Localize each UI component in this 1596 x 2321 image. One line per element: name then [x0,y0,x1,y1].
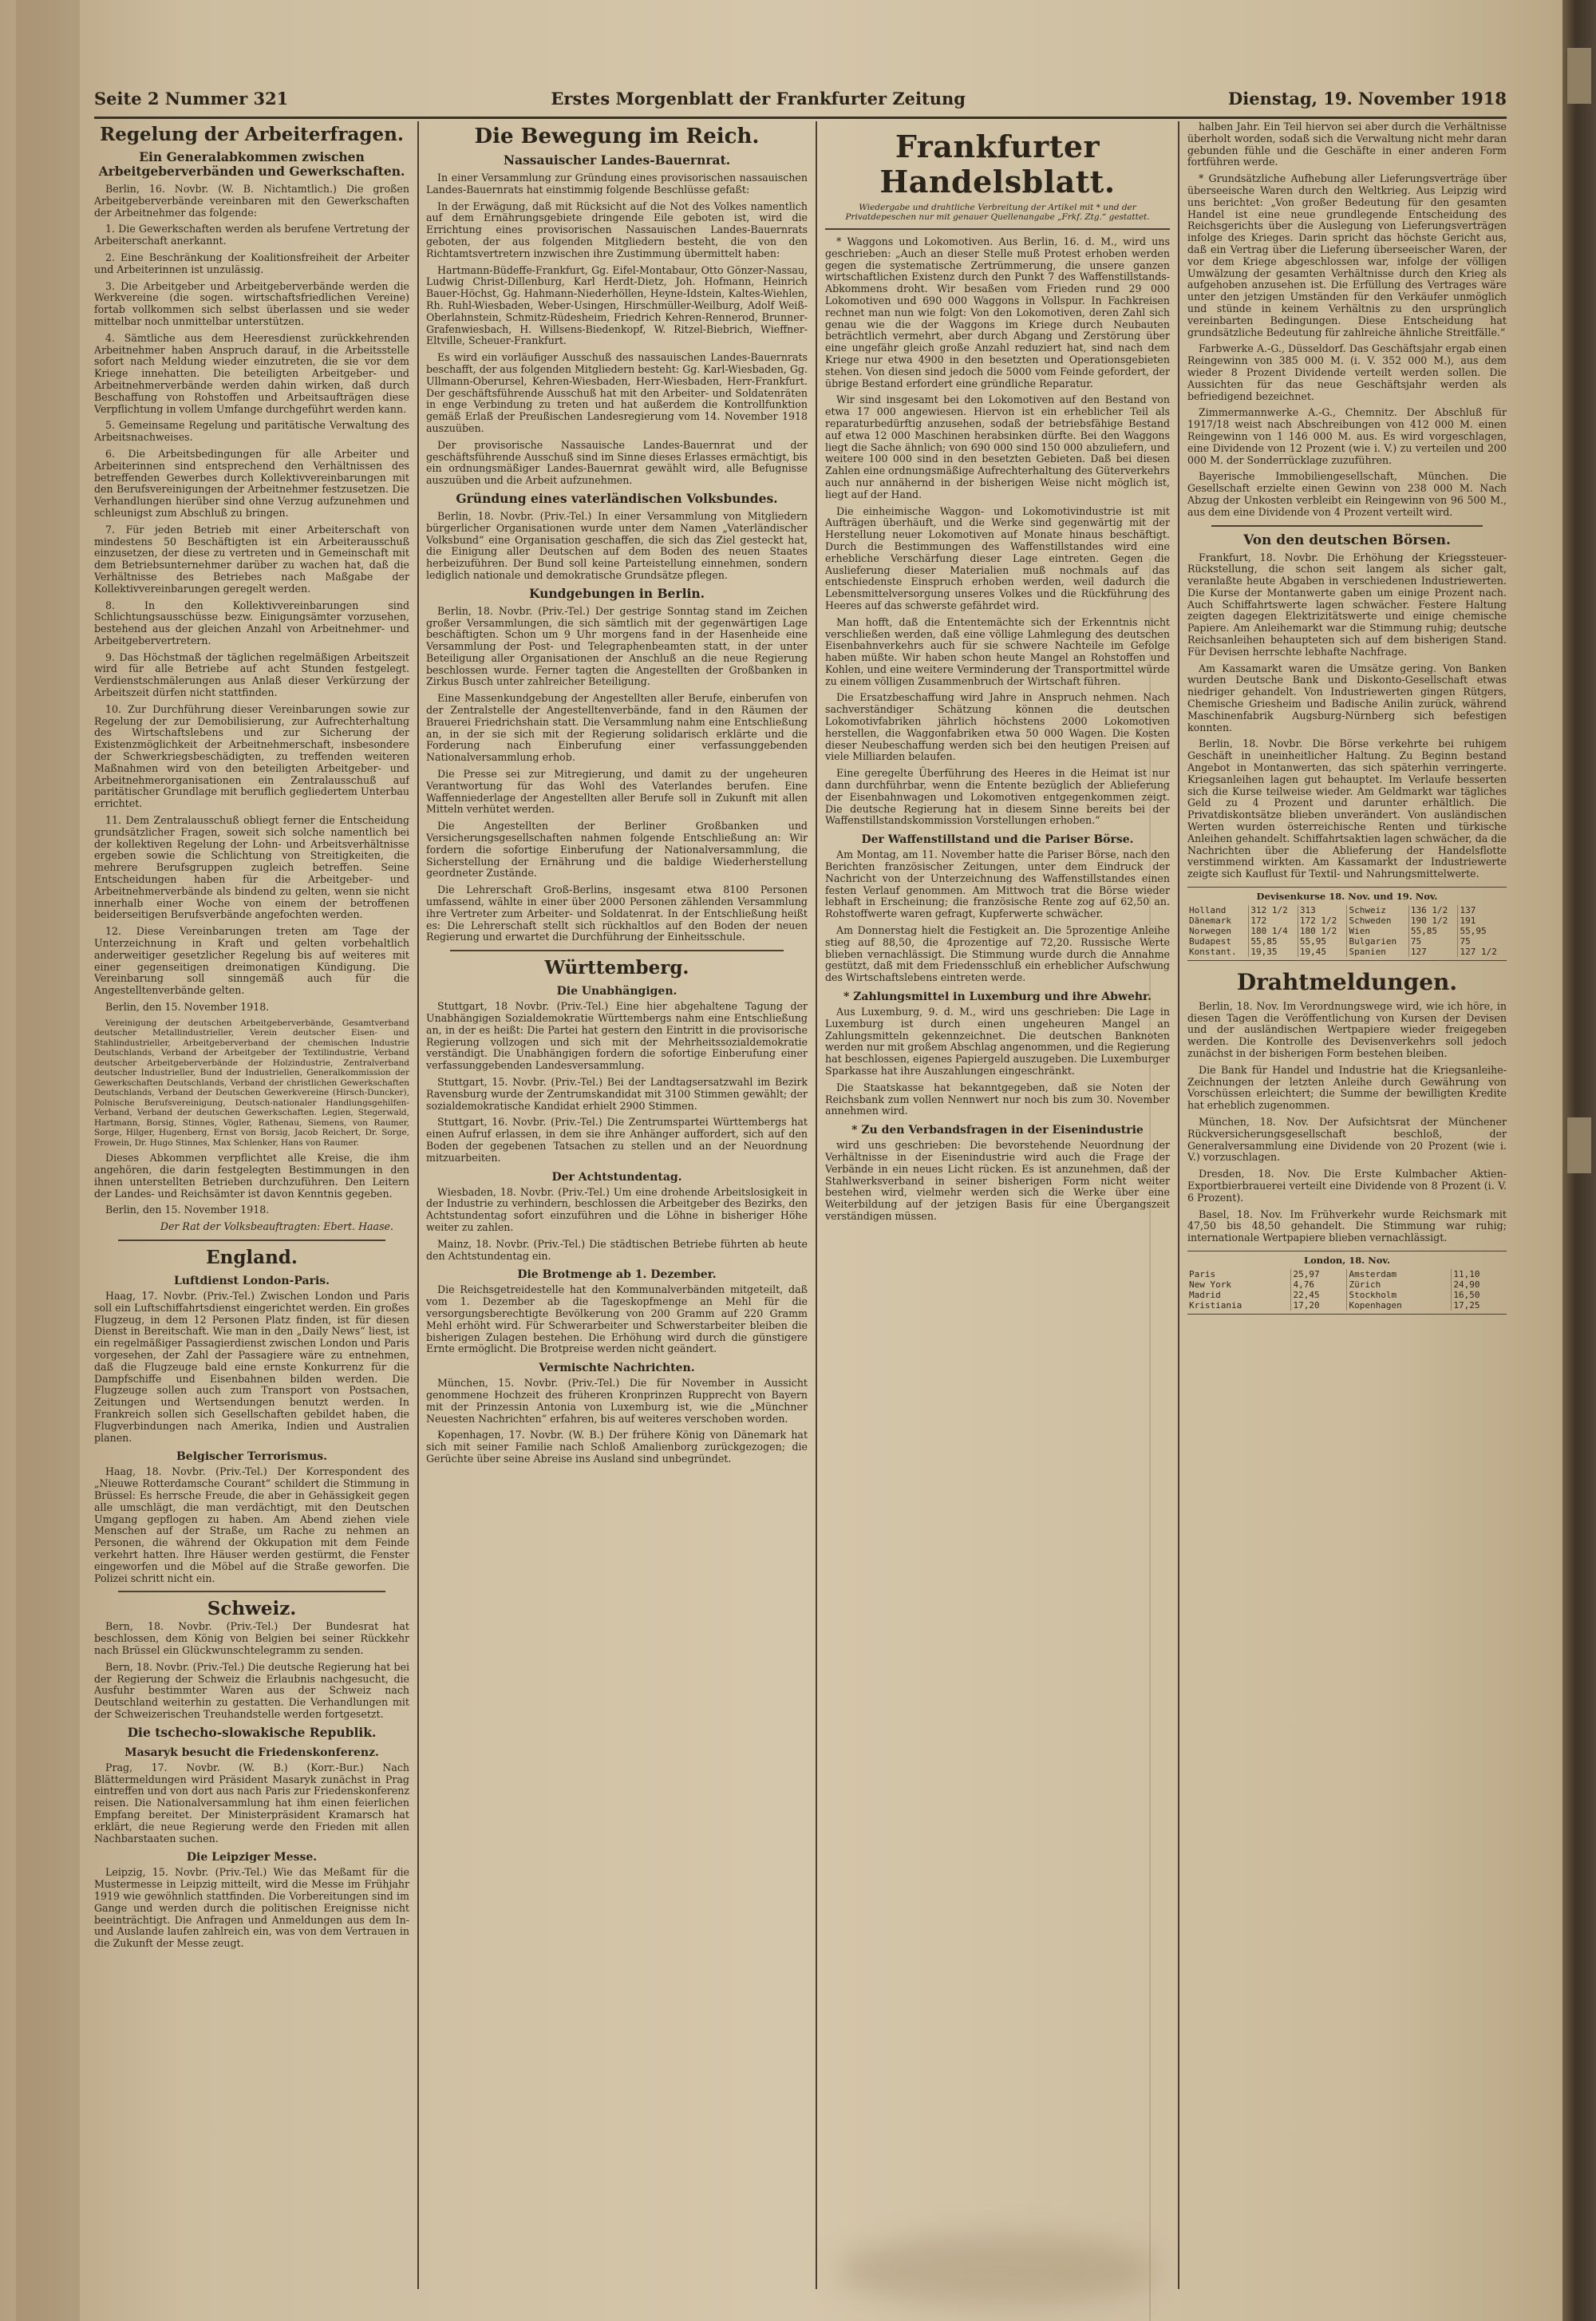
paper-fold [1149,559,1151,2321]
lux-paras [825,1006,1170,1117]
table-cell: 17,20 [1291,1300,1347,1311]
table-cell: Stockholm [1347,1290,1452,1300]
table-cell: Paris [1187,1269,1291,1279]
table-cell: 19,35 [1249,947,1298,957]
article-paragraph: Berlin, 18. Novbr. (Priv.-Tel.) Der gestrige Sonntag stand im Zeichen großer Versammlungen, die sich sämtlich mit der gegenwärtigen Lage beschäftigten. Schon um 9 Uhr morgens fand in der Hasenheide eine Versammlung der Post- und Telegraphenbeamten statt, in der unter Beteiligung aller Organisationen der Anschluß an die neue Regierung beschlossen wurde. Ferner tagten die Angestellten der Großbanken in Zirkus Busch unter zahlreicher Beteiligung. [426,604,808,688]
paper-stain [838,2235,1157,2307]
article-paragraph: Haag, 18. Novbr. (Priv.-Tel.) Der Korrespondent des „Nieuwe Rotterdamsche Courant“ schildert die Stimmung in Brüssel: Es herrsche Freude, die aber in Gehässigkeit gegen alle umschlägt, die man verdächtigt, mit den Deutschen Umgang gepflogen zu haben. Am Abend ziehen viele Menschen auf der Straße, um Rache zu nehmen an Personen, die während der Okkupation mit dem Feinde verkehrt hatten. Ihre Häuser werden gestürmt, die Fenster eingeworfen und die Möbel auf die Straße geworfen. Die Polizei schritt nicht ein. [94,1465,409,1584]
table-cell: 19,45 [1298,947,1347,957]
article-paragraph: Die Ersatzbeschaffung wird Jahre in Anspruch nehmen. Nach sachverständiger Schätzung können die deutschen Lokomotivfabriken jährlich höchstens 2000 Lokomotiven herstellen, die Waggonfabriken etwa 50 000 Wagen. Die Kosten dieser Neubeschaffung werden sich bei den heutigen Preisen auf viele Milliarden belaufen. [825,691,1170,763]
article-paragraph: Hartmann-Büdeffe-Frankfurt, Gg. Eifel-Montabaur, Otto Gönzer-Nassau, Ludwig Christ-Dillenburg, Karl Herdt-Dietz, Joh. Hofmann, Heinrich Bauer-Höchst, Gg. Hahmann-Niederhöllen, Heyne-Idstein, Kaltes-Wiehlen, Rh. Ruhl-Wiesbaden, Weber-Usingen, Hirschmüller-Weilburg, Adolf Weiß-Oberlahnstein, Schmitz-Rüdesheim, Friedrich Kehren-Rennerod, Brunner-Grafenwiesbach, H. Willsens-Biedenkopf, W. Ritzel-Biebrich, Wieffner-Eltville, Scheuer-Frankfurt. [426,263,808,347]
article-paragraph: 8. In den Kollektivvereinbarungen sind Schlichtungsausschüsse bezw. Einigungsämter vorzusehen, bestehend aus der gleichen Anzahl von Arbeitnehmer- und Arbeitgebervertretern. [94,599,409,646]
table-cell: 313 [1298,905,1347,915]
table-cell: 4,76 [1291,1279,1347,1290]
table-cell: Bulgarien [1347,936,1408,947]
table-cell: 22,45 [1291,1290,1347,1300]
schweiz-paras [94,1621,409,1720]
lux-subtitle: * Zahlungsmittel in Luxemburg und ihre Abwehr. [843,990,1152,1004]
binding-tab [1567,48,1591,104]
boerse-paras [825,849,1170,984]
article-paragraph: Die Presse sei zur Mitregierung, und damit zu der ungeheuren Verantwortung für das Wohl des Vaterlandes berufen. Eine Waffenniederlage der Angestellten aller Berufe soll in Zukunft mit allen Mitteln verhütet werden. [426,768,808,816]
table-cell: Budapest [1187,936,1249,947]
table-cell: 180 1/4 [1249,926,1298,936]
page-header [94,85,1507,112]
article-paragraph: Der provisorische Nassauische Landes-Bauernrat und der geschäftsführende Ausschuß sind im Sinne dieses Erlasses ermächtigt, bis ein ordnungsmäßiger Landes-Bauernrat gewählt wird, alle Befugnisse auszuüben und die Arbeit aufzunehmen. [426,438,808,487]
divider [1211,525,1483,527]
article-paragraph: Haag, 17. Novbr. (Priv.-Tel.) Zwischen London und Paris soll ein Luftschiffahrtsdienst eingerichtet werden. Ein großes Flugzeug, in dem 12 Personen Platz finden, ist für diesen Dienst in Bereitschaft. Wie man in den „Daily News“ liest, ist ein regelmäßiger Passagierdienst zwischen London und Paris vorgesehen, der Zahl der Passagiere wäre zu entnehmen, daß die Flugzeuge bald eine ernste Konkurrenz für die Dampfschiffe und Eisenbahnen bilden werden. Die Flugzeuge sollen auch zum Transport von Postsachen, Zeitungen und Wertsendungen benutzt werden. In Frankreich sollen sich Gesellschaften gebildet haben, die Flugverbindungen nach Amerika, Indien und Australien planen. [94,1290,409,1444]
table-row [1187,915,1507,926]
col2-sub3: Kundgebungen in Berlin. [528,585,705,601]
article-paragraph: Die Lehrerschaft Groß-Berlins, insgesamt etwa 8100 Personen umfassend, wählte in einer über 2000 Personen zählenden Versammlung ihre Vertreter zum Arbeiter- und Soldatenrat. In der Entschließung heißt es: Die Lehrerschaft stellt sich rückhaltlos auf den Boden der neuen Regierung und erwartet die Durchführung der Einheitsschule. [426,884,808,943]
article-paragraph: Aus Luxemburg, 9. d. M., wird uns geschrieben: Die Lage in Luxemburg ist durch einen ungeheuren Mangel an Zahlungsmitteln gekennzeichnet. Die deutschen Banknoten werden nur mit großem Abschlag angenommen, und die Regierung hat beschlossen, eigenes Papiergeld auszugeben. Die Luxemburger Sparkasse hat ihre Auszahlungen eingeschränkt. [825,1006,1170,1077]
table-cell: 55,95 [1298,936,1347,947]
drahtmeldungen-title: Drahtmeldungen. [1236,968,1458,995]
binding-edge [1562,0,1596,2321]
article-paragraph: In einer Versammlung zur Gründung eines provisorischen nassauischen Landes-Bauernrats hat einstimmig folgende Beschlüsse gefaßt: [426,172,808,196]
article-paragraph: Berlin, 18. Nov. Im Verordnungswege wird, wie ich höre, in diesen Tagen die Veröffentlichung von Kursen der Devisen und der ausländischen Wertpapiere wieder freigegeben werden. Die Kontrolle des Devisenverkehrs soll jedoch zunächst in der bisherigen Form bestehen bleiben. [1187,999,1507,1059]
table-cell: 11,10 [1453,1268,1480,1279]
article-paragraph: Die Reichsgetreidestelle hat den Kommunalverbänden mitgeteilt, daß vom 1. Dezember ab die Tageskopfmenge an Mehl für die versorgungsberechtigte Bevölkerung von 200 Gramm auf 220 Gramm Mehl erhöht wird. Für Schwerarbeiter und Schwerstarbeiter bleiben die bisherigen Zulagen bestehen. Die Erhöhung wird durch die günstigere Ernte ermöglicht. Die Brotpreise werden nicht geändert. [426,1283,808,1355]
article-paragraph: Dresden, 18. Nov. Die Erste Kulmbacher Aktien-Exportbierbrauerei verteilt eine Dividende von 8 Prozent (i. V. 6 Prozent). [1187,1168,1507,1204]
divider [450,950,784,951]
col1-signature: Der Rat der Volksbeauftragten: Ebert. Haase. [160,1220,393,1233]
header-page-number: Seite 2 Nummer 321 [94,88,289,109]
table-cell: 16,50 [1453,1289,1480,1300]
eisen-subtitle: * Zu den Verbandsfragen in der Eisenindustrie [851,1124,1144,1137]
england-paras [94,1291,409,1444]
table-cell: 24,90 [1453,1279,1480,1290]
table-cell: 180 1/2 [1298,926,1347,936]
acht-title: Der Achtstundentag. [551,1170,682,1184]
column-rule [816,121,817,2289]
table-cell: 25,97 [1291,1269,1347,1279]
col2-sub2: Gründung eines vaterländischen Volksbundes. [456,490,778,506]
tschecho-paras [94,1762,409,1845]
article-paragraph: Stuttgart, 15. Novbr. (Priv.-Tel.) Bei der Landtagsersatzwahl im Bezirk Ravensburg wurde der Zentrumskandidat mit 3100 Stimmen gewählt; der sozialdemokratische Kandidat erhielt 2900 Stimmen. [426,1076,808,1112]
acht-paras [426,1187,808,1263]
article-paragraph: Berlin, den 15. November 1918. [105,1204,270,1216]
article-paragraph: 2. Eine Beschränkung der Koalitionsfreiheit der Arbeiter und Arbeiterinnen ist unzulässig. [94,251,409,275]
table-cell: Amsterdam [1347,1269,1452,1279]
table-cell: 55,95 [1460,925,1487,936]
table-cell: 75 [1408,936,1458,947]
table-cell: New York [1187,1279,1291,1290]
handelsblatt-note: Wiedergabe und drahtliche Verbreitung der Artikel mit * und der Privatdepeschen nur mit genauer Quellenangabe „Frkf. Ztg.“ gestattet. [845,203,1150,222]
article-paragraph: Farbwerke A.-G., Düsseldorf. Das Geschäftsjahr ergab einen Reingewinn von 385 000 M. (i. V. 352 000 M.), aus dem wieder 8 Prozent Dividende verteilt werden sollen. Die Aussichten für das neue Geschäftsjahr werden als befriedigend bezeichnet. [1187,342,1507,402]
wurttemberg-title: Württemberg. [544,957,689,979]
london-table-box [1187,1251,1507,1315]
table-cell: 136 1/2 [1408,905,1458,915]
divider [825,228,1170,230]
article-paragraph: Es wird ein vorläufiger Ausschuß des nassauischen Landes-Bauernrats beschafft, der aus folgenden Mitgliedern besteht: Gg. Karl-Wiesbaden, Gg. Ullmann-Oberursel, Kehren-Wiesbaden, Herr-Wiesbaden, Herr-Frankfurt. Der geschäftsführende Ausschuß hat mit den Arbeiter- und Soldatenräten in enge Verbindung zu treten und hat außerdem die Kontrollfunktion gemäß Erlaß der Preußischen Landesregierung vom 14. November 1918 auszuüben. [426,351,808,434]
header-rule [94,117,1507,119]
article-paragraph: 6. Die Arbeitsbedingungen für alle Arbeiter und Arbeiterinnen sind entsprechend den Verhältnissen des betreffenden Gewerbes durch Kollektivvereinbarungen mit den Berufsvereinigungen der Arbeitnehmer festzusetzen. Die Verhandlungen hierüber sind ohne Verzug aufzunehmen und schleunigst zum Abschluß zu bringen. [94,447,409,519]
article-paragraph: Man hofft, daß die Ententemächte sich der Erkenntnis nicht verschließen werden, daß eine völlige Lahmlegung des deutschen Eisenbahnverkehrs auch für sie schwere Nachteile im Gefolge haben müßte. Wir haben schon heute Mangel an Rohstoffen und Kohlen, und eine weitere Verminderung der Transportmittel würde zu einem völligen Zusammenbruch der Wirtschaft führen. [825,615,1170,687]
article-paragraph: Am Montag, am 11. November hatte die Pariser Börse, nach den Berichten französischer Zeitungen, unter dem Eindruck der Nachricht von der Unterzeichnung des Waffenstillstandes einen festen Verlauf genommen. Am Mittwoch trat die Börse wieder lebhaft in Erscheinung; die französische Rente zog auf 62,50 an. Rohstoffwerte waren gefragt, Kupferwerte schwächer. [825,848,1170,920]
header-masthead: Erstes Morgenblatt der Frankfurter Zeitung [551,88,966,109]
col2-paras2 [426,511,808,582]
tschecho-title: Die tschecho-slowakische Republik. [127,1724,377,1740]
column-rule [1178,121,1179,2289]
col2-paras3 [426,606,808,944]
wurttemberg-subtitle: Die Unabhängigen. [556,985,678,998]
article-paragraph: * Waggons und Lokomotiven. Aus Berlin, 16. d. M., wird uns geschrieben: „Auch an dieser Stelle muß Protest erhoben werden gegen die systematische Zertrümmerung, die unsere ganzen wirtschaftlichen Existenz durch den Punkt 7 des Waffenstillstands-Abkommens droht. Wir besaßen vom Frieden rund 29 000 Lokomotiven und 690 000 Waggons in Vollspur. In Fachkreisen rechnet man nun wie folgt: Von den Lokomotiven, deren Zahl sich genau wie die der Waggons im Kriege durch Neubauten beträchtlich vermehrt, aber durch Abgang und Zerstörung über eine ungefähr gleich große Anzahl reduziert hat, sind nach dem Kriege nur etwa 4900 in den besetzten und Operationsgebieten stehen. Von diesen sind jedoch die 5000 vom Feinde gefordert, der übrige Bestand erfordert eine gründliche Reparatur. [825,235,1170,389]
table-row [1187,1279,1507,1290]
col1-paras2 [94,1153,409,1216]
col1-subtitle: Ein Generalabkommen zwischen Arbeitgeberverbänden und Gewerkschaften. [98,149,405,179]
col2-subtitle: Nassauischer Landes-Bauernrat. [503,152,731,168]
article-paragraph: Berlin, 16. Novbr. (W. B. Nichtamtlich.) Die großen Arbeitgeberverbände vereinbaren mit den Gewerkschaften der Arbeitnehmer das folgende: [94,183,409,219]
article-paragraph: 10. Zur Durchführung dieser Vereinbarungen sowie zur Regelung der zur Demobilisierung, zur Aufrechterhaltung des Wirtschaftslebens und zur Sicherung der Existenzmöglichkeit der Arbeitnehmerschaft, insbesondere der Schwerkriegsbeschädigten, zu treffenden weiteren Maßnahmen wird von den beteiligten Arbeitgeber- und Arbeitnehmerorganisationen ein Zentralausschuß auf paritätischer Grundlage mit beruflich gegliedertem Unterbau errichtet. [94,702,409,810]
table-row [1187,947,1507,957]
article-paragraph: 4. Sämtliche aus dem Heeresdienst zurückkehrenden Arbeitnehmer haben Anspruch darauf, in die Arbeitsstelle sofort nach Meldung wieder einzutreten, die sie vor dem Kriege innehatten. Die beteiligten Arbeitgeber- und Arbeitnehmerverbände werden dahin wirken, daß durch Beschaffung von Rohstoffen und Arbeitsaufträgen diese Verpflichtung in vollem Umfange durchgeführt werden kann. [94,331,409,415]
article-paragraph: halben Jahr. Ein Teil hiervon sei aber durch die Verhältnisse überholt worden, sodaß sich die Verwaltung nicht mehr daran gebunden fühle und die Geschäfte in einer anderen Form fortführen werde. [1187,121,1507,168]
article-paragraph: Die Angestellten der Berliner Großbanken und Versicherungsgesellschaften nahmen folgende Entschließung an: Wir fordern die sofortige Einberufung der Nationalversammlung, die Sicherstellung der Ernährung und die baldige Wiederherstellung geordneter Zustände. [426,820,808,880]
belgien-title: Belgischer Terrorismus. [176,1450,328,1464]
column-rule [417,121,419,2289]
boersen-paras [1187,552,1507,881]
table-cell: 75 [1460,935,1471,947]
page-shadow [16,0,80,2321]
boerse-subtitle: Der Waffenstillstand und die Pariser Börse. [861,833,1134,847]
col1-small-print: Vereinigung der deutschen Arbeitgeberverbände, Gesamtverband deutscher Metallindustrieller, Verein deutscher Eisen- und Stahlindustrieller, Arbeitgeberverband der chemischen Industrie Deutschlands, Verband der Arbeitgeber der Textilindustrie, Verband deutscher Arbeitgeberverbände der Holzindustrie, Zentralverband deutscher Industrieller, Bund der Industriellen, Generalkommission der Gewerkschaften Deutschlands, Verband der christlichen Gewerkschaften Deutschlands, Verband der Deutschen Gewerkvereine (Hirsch-Duncker), Polnische Berufsvereinigung, Deutsch-nationaler Handlungsgehilfen-Verband, Verband der deutschen Gewerkschaften. Legien, Stegerwald, Hartmann, Borsig, Stinnes, Vögler, Rathenau, Siemens, von Raumer, Sorge, Hilger, Hugenberg, Ernst von Borsig, Jacob Reichert, Dr. Sorge, Frowein, Dr. Hugo Stinnes, Max Schlenker, Hans von Raumer. [94,1018,409,1148]
article-paragraph: 12. Diese Vereinbarungen treten am Tage der Unterzeichnung in Kraft und gelten vorbehaltlich anderweitiger gesetzlicher Regelung bis auf weiteres mit einer gegenseitigen dreimonatigen Kündigung. Die Vereinbarung soll sinngemäß auch für die Angestelltenverbände gelten. [94,925,409,997]
table-row [1187,1290,1507,1300]
article-paragraph: Die Staatskasse hat bekanntgegeben, daß sie Noten der Reichsbank zum vollen Nennwert nur noch bis zum 30. November annehmen wird. [825,1081,1170,1117]
article-paragraph: Dieses Abkommen verpflichtet alle Kreise, die ihm angehören, die darin festgelegten Bestimmungen in den ihnen unterstellten Betrieben durchzuführen. Den Leitern der Landes- und Reichsämter ist davon Kenntnis gegeben. [94,1152,409,1200]
article-paragraph: Am Kassamarkt waren die Umsätze gering. Von Banken wurden Deutsche Bank und Diskonto-Gesellschaft etwas niedriger gehandelt. Von Industriewerten gingen Rütgers, Chemische Griesheim und Badische Anilin zurück, während Maschinenfabrik Augsburg-Nürnberg sich befestigen konnten. [1187,662,1507,733]
table-cell: 172 [1249,915,1298,926]
devisen-table-box [1187,887,1507,961]
article-paragraph: wird uns geschrieben: Die bevorstehende Neuordnung der Verhältnisse in der Eisenindustrie wird auch die Frage der Verbände in ein neues Licht rücken. Es ist anzunehmen, daß der Stahlwerksverband in seiner bisherigen Form nicht weiter bestehen wird, vielmehr werden sich die Werke über eine Weiterbildung auf der jetzigen Basis für eine Übergangszeit verständigen müssen. [825,1139,1170,1222]
table-cell: 312 1/2 [1249,905,1298,915]
table-cell: Schweiz [1347,905,1408,915]
article-paragraph: Wiesbaden, 18. Novbr. (Priv.-Tel.) Um eine drohende Arbeitslosigkeit in der Industrie zu verhindern, beschlossen die Arbeitgeber des Bezirks, den Achtstundentag sofort einzuführen und die Löhne in bisheriger Höhe weiter zu zahlen. [426,1185,808,1233]
article-paragraph: Berlin, den 15. November 1918. [105,1001,270,1013]
article-paragraph: Frankfurt, 18. Novbr. Die Erhöhung der Kriegssteuer-Rückstellung, die schon seit langem als sicher galt, veranlaßte heute Abgaben in verschiedenen Industriewerten. Die Kurse der Montanwerte gaben um einige Prozent nach. Auch Schiffahrtswerte lagen schwächer. Festere Haltung zeigten dagegen Elektrizitätswerte und einige chemische Papiere. Am Anleihemarkt war die Stimmung ruhig; deutsche Reichsanleihen behaupteten sich auf dem bisherigen Stand. Für Devisen herrschte lebhafte Nachfrage. [1187,551,1507,658]
brot-title: Die Brotmenge ab 1. Dezember. [517,1268,717,1282]
devisen-table [1187,905,1507,957]
article-paragraph: 1. Die Gewerkschaften werden als berufene Vertretung der Arbeiterschaft anerkannt. [94,223,409,247]
verm-title: Vermischte Nachrichten. [539,1362,695,1375]
table-cell: Konstant. [1187,947,1249,957]
table-cell: 190 1/2 [1408,915,1458,926]
col4-paras-top [1187,121,1507,519]
article-paragraph: Leipzig, 15. Novbr. (Priv.-Tel.) Wie das Meßamt für die Mustermesse in Leipzig mitteilt, wird die Messe im Frühjahr 1919 wie gewöhnlich stattfinden. Die Vorbereitungen sind im Gange und werden durch die politischen Ereignisse nicht beeinträchtigt. Die Anfragen und Anmeldungen aus dem In- und Auslande laufen zahlreich ein, was von dem Vertrauen in die Zukunft der Messe zeugt. [94,1866,409,1950]
col2-title: Die Bewegung im Reich. [474,125,760,148]
table-row [1187,936,1507,947]
london-table-heading: London, 18. Nov. [1304,1254,1390,1266]
table-row [1187,1269,1507,1279]
draht-paras [1187,1001,1507,1244]
belgien-paras [94,1466,409,1584]
article-paragraph: In der Erwägung, daß mit Rücksicht auf die Not des Volkes namentlich auf dem Ernährungsgebiete dringende Eile geboten ist, wird die Errichtung eines provisorischen Nassauischen Landes-Bauernrats geboten, der aus folgenden Mitgliedern besteht, die von den Richtamtsvertretern inzwischen ihre Zustimmung übermittelt haben: [426,200,808,259]
divider [118,1240,385,1241]
article-paragraph: Die Bank für Handel und Industrie hat die Kriegsanleihe-Zeichnungen der letzten Anleihe durch Gewährung von Vorschüssen erleichtert; die Summe der bewilligten Kredite hat erheblich zugenommen. [1187,1063,1507,1112]
table-cell: 191 [1460,915,1476,926]
table-cell: 137 [1460,904,1476,915]
article-paragraph: Eine Massenkundgebung der Angestellten aller Berufe, einberufen von der Zentralstelle der Angestelltenverbände, fand in den Räumen der Brauerei Friedrichshain statt. Die Versammlung nahm eine Entschließung an, in der sie sich mit der Regierung solidarisch erklärte und die Forderung nach Einberufung einer verfassunggebenden Nationalversammlung erhob. [426,692,808,764]
verm-paras [426,1378,808,1465]
table-cell: 17,25 [1453,1299,1480,1311]
article-paragraph: Bayerische Immobiliengesellschaft, München. Die Gesellschaft erzielte einen Gewinn von 238 000 M. Nach Abzug der Unkosten verbleibt ein Reingewinn von 96 500 M., aus dem eine Dividende von 4 Prozent verteilt wird. [1187,470,1507,518]
article-paragraph: Die einheimische Waggon- und Lokomotivindustrie ist mit Aufträgen überhäuft, und die Werke sind gegenwärtig mit der Herstellung neuer Lokomotiven auf Monate hinaus beschäftigt. Durch die Bestimmungen des Waffenstillstandes wird eine erhebliche Verschärfung dieser Lage eintreten. Gegen die Auslieferung dieser Materialien muß nochmals auf das entschiedenste Einspruch erhoben werden, weil dadurch die Lebensmittelversorgung unseres Volkes und die Rückführung des Heeres auf das schwerste gefährdet wird. [825,504,1170,611]
divider [118,1591,385,1592]
article-paragraph: Bern, 18. Novbr. (Priv.-Tel.) Der Bundesrat hat beschlossen, dem König von Belgien bei seiner Rückkehr nach Brüssel ein Glückwunschtelegramm zu senden. [94,1620,409,1656]
column-4 [1187,121,1507,2297]
handelsblatt-title: Frankfurter Handelsblatt. [879,129,1116,200]
wurttemberg-paras [426,1001,808,1164]
table-cell: 55,85 [1408,926,1458,936]
article-paragraph: Prag, 17. Novbr. (W. B.) (Korr.-Bur.) Nach Blättermeldungen wird Präsident Masaryk zunächst in Prag eintreffen und von dort aus nach Paris zur Friedenskonferenz reisen. Die Nationalversammlung hat ihm einen feierlichen Empfang bereitet. Der Ministerpräsident Kramarsch hat erklärt, die neue Regierung werde den Frieden mit allen Nachbarstaaten suchen. [94,1761,409,1845]
col2-paras [426,172,808,487]
boersen-title: Von den deutschen Börsen. [1243,532,1451,548]
table-cell: 127 [1408,947,1458,957]
article-paragraph: 9. Das Höchstmaß der täglichen regelmäßigen Arbeitszeit wird für alle Betriebe auf acht Stunden festgelegt. Verdienstschmälerungen aus Anlaß dieser Verkürzung der Arbeitszeit dürfen nicht stattfinden. [94,650,409,699]
column-1 [94,121,409,2297]
column-3 [825,121,1170,2297]
article-paragraph: Berlin, 18. Novbr. Die Börse verkehrte bei ruhigem Geschäft in uneinheitlicher Haltung. Zu Beginn bestand Angebot in Montanwerten, das sich späterhin verringerte. Kriegsanleihen lagen gut behauptet. Im Verlaufe besserten sich die Kurse teilweise wieder. Am Geldmarkt war tägliches Geld zu 4 Prozent und darunter erhältlich. Die Privatdiskontsätze blieben unverändert. Von ausländischen Werten wurden österreichische Renten und türkische Anleihen gehandelt. Schiffahrtsaktien lagen schwächer, da die Nachrichten über die Ablieferung der Handelsflotte verstimmend wirkten. Am Kassamarkt der Industriewerte zeigte sich Kauflust für Textil- und Nahrungsmittelwerte. [1187,737,1507,880]
article-paragraph: Mainz, 18. Novbr. (Priv.-Tel.) Die städtischen Betriebe führten ab heute den Achtstundentag ein. [426,1237,808,1262]
table-cell: 55,85 [1249,936,1298,947]
column-2 [426,121,808,2297]
england-subtitle: Luftdienst London-Paris. [173,1275,330,1288]
table-row [1187,926,1507,936]
article-paragraph: Wir sind insgesamt bei den Lokomotiven auf den Bestand von etwa 17 000 angewiesen. Hiervon ist ein erheblicher Teil als reparaturbedürftig anzusehen, sodaß der betriebsfähige Bestand auf etwa 12 000 Maschinen herabsinken dürfte. Bei den Waggons liegt die Sache ähnlich; von 690 000 sind 150 000 abzuliefern, und weitere 100 000 sind in den besetzten Gebieten. Daß bei diesen Zahlen eine ordnungsmäßige Aufrechterhaltung des Güterverkehrs auch nur annähernd in der bisherigen Weise nicht möglich ist, liegt auf der Hand. [825,393,1170,500]
col3-paras [825,236,1170,827]
article-paragraph: Stuttgart, 16. Novbr. (Priv.-Tel.) Die Zentrumspartei Württembergs hat einen Aufruf erlassen, in dem sie ihre Anhänger auffordert, sich auf den Boden der gegebenen Tatsachen zu stellen und an der Neuordnung mitzuarbeiten. [426,1116,808,1164]
col1-title: Regelung der Arbeiterfragen. [100,124,404,145]
devisen-table-heading: Devisenkurse 18. Nov. und 19. Nov. [1256,891,1438,903]
article-paragraph: 11. Dem Zentralausschuß obliegt ferner die Entscheidung grundsätzlicher Fragen, soweit sich solche namentlich bei der kollektiven Regelung der Lohn- und Arbeitsverhältnisse ergeben sowie die Schlichtung von Streitigkeiten, die mehrere Berufsgruppen zugleich betreffen. Seine Entscheidungen haben für die Arbeitgeber- und Arbeitnehmerverbände als bindend zu gelten, wenn sie nicht innerhalb einer Woche von einem der betroffenen beiderseitigen Berufsverbände angefochten werden. [94,814,409,921]
article-paragraph: München, 15. Novbr. (Priv.-Tel.) Die für November in Aussicht genommene Hochzeit des früheren Kronprinzen Rupprecht von Bayern mit der Prinzessin Antonia von Luxemburg ist, wie die „Münchner Neuesten Nachrichten“ erfahren, bis auf weiteres verschoben worden. [426,1377,808,1425]
table-cell: Schweden [1347,915,1408,926]
table-row [1187,1300,1507,1311]
article-paragraph: Basel, 18. Nov. Im Frühverkehr wurde Reichsmark mit 47,50 bis 48,50 gehandelt. Die Stimmung war ruhig; internationale Wertpapiere blieben vernachlässigt. [1187,1208,1507,1244]
binding-tab [1567,1117,1591,1173]
london-table [1187,1269,1507,1311]
eisen-paras [825,1140,1170,1223]
table-cell: Wien [1347,926,1408,936]
table-cell: 127 1/2 [1460,946,1497,957]
table-cell: Madrid [1187,1290,1291,1300]
article-paragraph: Berlin, 18. Novbr. (Priv.-Tel.) In einer Versammlung von Mitgliedern bürgerlicher Organisationen wurde unter dem Namen „Vaterländischer Volksbund“ eine Organisation geschaffen, die sich das Ziel gesteckt hat, die Einigung aller Deutschen auf dem Boden des neuen Staates herbeizuführen. Der Bund soll keine Parteistellung einnehmen, sondern lediglich nationale und demokratische Grundsätze pflegen. [426,509,808,581]
article-paragraph: Zimmermannwerke A.-G., Chemnitz. Der Abschluß für 1917/18 weist nach Abschreibungen von 412 000 M. einen Reingewinn von 1 146 000 M. aus. Es wird vorgeschlagen, eine Dividende von 12 Prozent (wie i. V.) zu verteilen und 200 000 M. der Sonderrücklage zuzuführen. [1187,406,1507,466]
table-cell: Norwegen [1187,926,1249,936]
tschecho-subtitle: Masaryk besucht die Friedenskonferenz. [124,1746,379,1759]
table-row [1187,905,1507,915]
table-cell: Kristiania [1187,1300,1291,1311]
article-paragraph: Bern, 18. Novbr. (Priv.-Tel.) Die deutsche Regierung hat bei der Regierung der Schweiz die Erlaubnis nachgesucht, die Ausfuhr bestimmter Waren aus der Schweiz nach Deutschland weiterhin zu gestatten. Die Verhandlungen mit der Schweizerischen Treuhandstelle werden fortgesetzt. [94,1660,409,1720]
table-cell: Zürich [1347,1279,1452,1290]
header-date: Dienstag, 19. November 1918 [1228,88,1507,109]
table-cell: Dänemark [1187,915,1249,926]
table-cell: Holland [1187,905,1249,915]
article-paragraph: 3. Die Arbeitgeber und Arbeitgeberverbände werden die Werkvereine (die sogen. wirtschaftsfriedlichen Vereine) fortab vollkommen sich selbst überlassen und sie weder mittelbar noch unmittelbar unterstützen. [94,279,409,327]
article-paragraph: Eine geregelte Überführung des Heeres in die Heimat ist nur dann durchführbar, wenn die Entente bezüglich der Ablieferung der Eisenbahnwagen und Lokomotiven entgegenkommen zeigt. Die deutsche Regierung hat in diesem Sinne bereits bei der Waffenstillstandskommission Vorstellungen erhoben.“ [825,767,1170,827]
schweiz-title: Schweiz. [207,1598,297,1620]
table-cell: 172 1/2 [1298,915,1347,926]
brot-paras [426,1284,808,1355]
table-cell: Kopenhagen [1347,1300,1452,1311]
leipzig-title: Die Leipziger Messe. [186,1851,318,1864]
article-paragraph: 7. Für jeden Betrieb mit einer Arbeiterschaft von mindestens 50 Beschäftigten ist ein Arbeiterausschuß einzusetzen, der diese zu vertreten und in Gemeinschaft mit dem Betriebsunternehmer darüber zu wachen hat, daß die Verhältnisse des Betriebes nach Maßgabe der Kollektivvereinbarungen geregelt werden. [94,523,409,595]
leipzig-paras [94,1867,409,1950]
england-title: England. [206,1247,298,1269]
article-paragraph: München, 18. Nov. Der Aufsichtsrat der Münchener Rückversicherungsgesellschaft beschloß, der Generalversammlung eine Dividende von 20 Prozent (wie i. V.) vorzuschlagen. [1187,1115,1507,1164]
article-paragraph: Stuttgart, 18 Novbr. (Priv.-Tel.) Eine hier abgehaltene Tagung der Unabhängigen Sozialdemokratie Württembergs nahm eine Entschließung an, in der es heißt: Die Partei hat gestern den Eintritt in die provisorische Regierung vollzogen und sich mit der Mehrheitssozialdemokratie verständigt. Die Unabhängigen fordern die sofortige Einberufung einer verfassunggebenden Landesversammlung. [426,1000,808,1072]
col1-paras [94,184,409,1014]
table-cell: Spanien [1347,947,1408,957]
article-paragraph: 5. Gemeinsame Regelung und paritätische Verwaltung des Arbeitsnachweises. [94,419,409,444]
article-paragraph: * Grundsätzliche Aufhebung aller Lieferungsverträge über überseeische Waren durch den Weltkrieg. Aus Leipzig wird uns berichtet: „Von großer Bedeutung für den gesamten Handel ist eine neue grundlegende Entscheidung des Reichsgerichts über die Auslegung von Lieferungsverträgen infolge des Krieges. Darin spricht das höchste Gericht aus, daß ein Vertrag über die Lieferung überseeischer Waren, der vor dem Kriege abgeschlossen war, infolge der völligen Umwälzung der gesamten Verhältnisse durch den Krieg als aufgehoben anzusehen ist. Die Erfüllung des Vertrages wäre unter den jetzigen Umständen für den Verkäufer unmöglich und stünde in keinem Verhältnis zu den ursprünglich vereinbarten Bedingungen. Diese Entscheidung hat grundsätzliche Bedeutung für zahlreiche ähnliche Streitfälle.“ [1187,172,1507,338]
article-paragraph: Kopenhagen, 17. Novbr. (W. B.) Der frühere König von Dänemark hat sich mit seiner Familie nach Schloß Amalienborg zurückgezogen; die Gerüchte über seine Abreise ins Ausland sind unbegründet. [426,1429,808,1465]
article-paragraph: Am Donnerstag hielt die Festigkeit an. Die 5prozentige Anleihe stieg auf 88,50, die 4prozentige auf 72,20. Russische Werte blieben vernachlässigt. Die Stimmung wurde durch die Annahme gestützt, daß mit dem Friedensschluß ein erheblicher Aufschwung des Wirtschaftslebens eintreten werde. [825,924,1170,984]
